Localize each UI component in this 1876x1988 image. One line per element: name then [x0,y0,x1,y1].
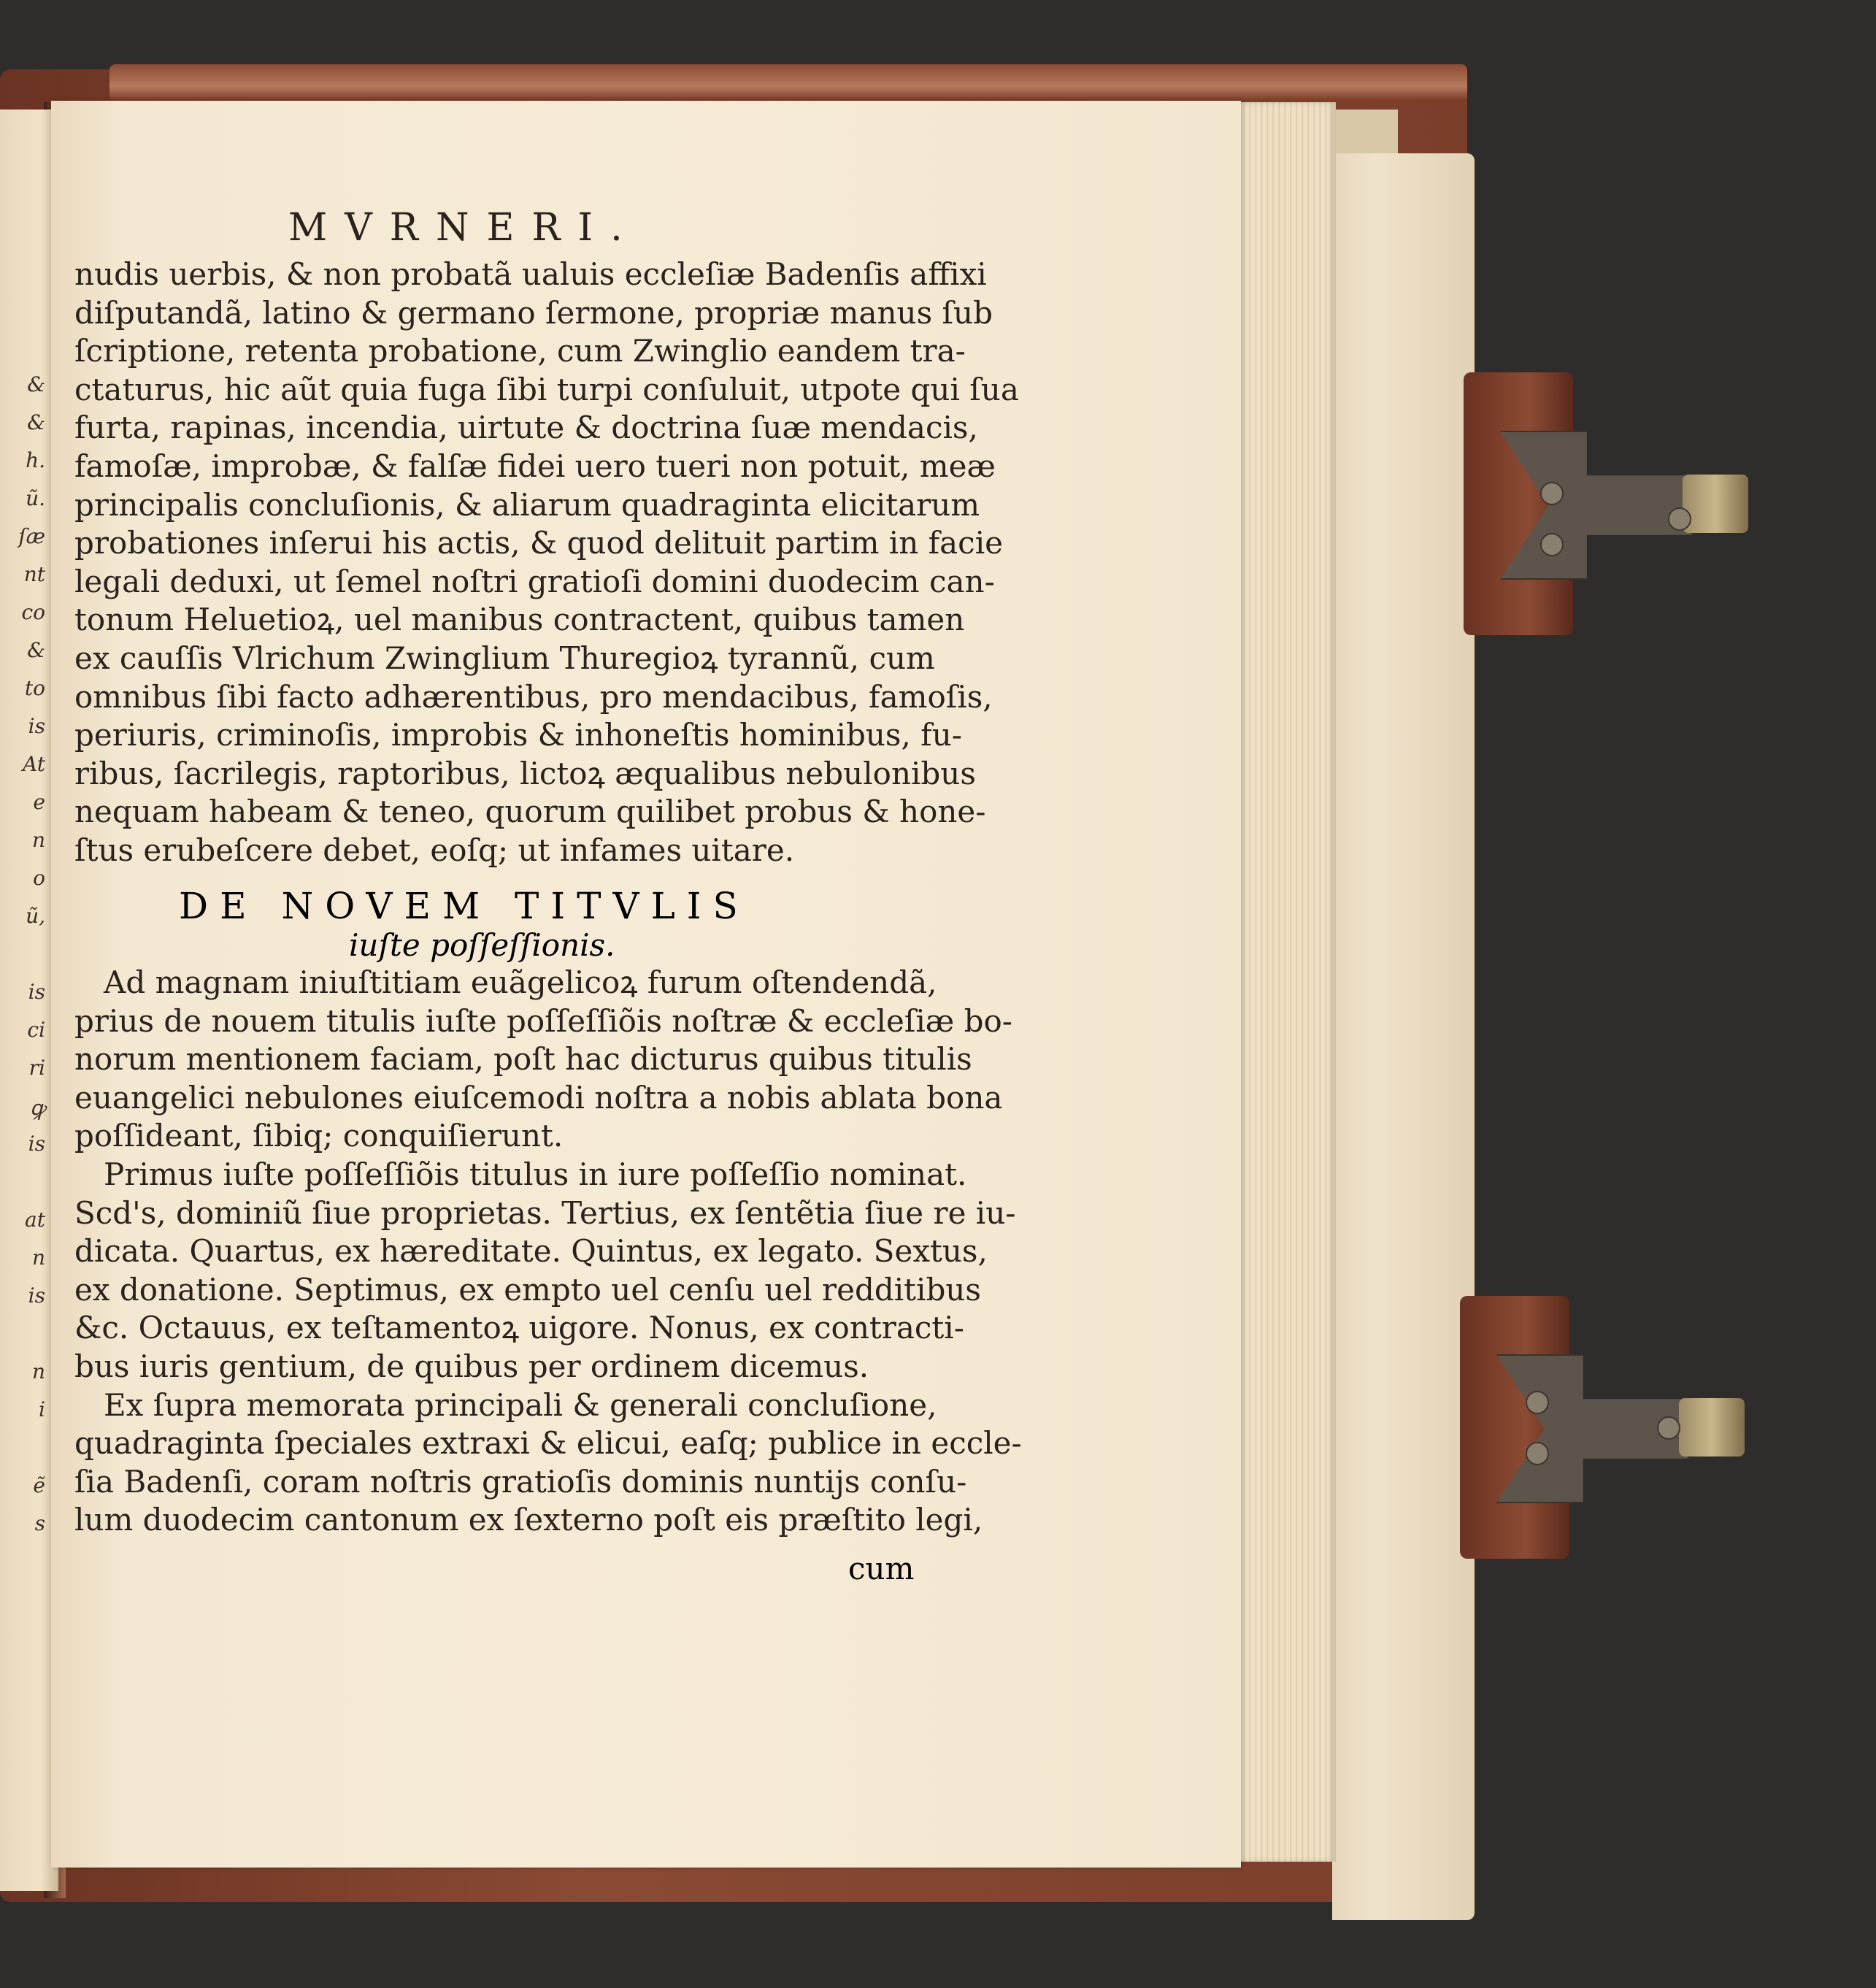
fragment-text: n [31,828,45,852]
text-line: ſtus erubeſcere debet, eoſq; ut infames uitare. [74,832,795,868]
fragment-text: s [34,1511,45,1535]
fragment-text [0,1435,58,1473]
fragment-text: n [31,1359,45,1383]
fragment-text: co [21,600,45,624]
text-line: ex donatione. Septimus, ex empto uel cenſu uel redditibus [74,1271,981,1308]
fragment-text: & [27,410,45,434]
fragment-text: i [39,1397,45,1421]
text-line: poſſideant, ſibiq; conquiſierunt. [74,1118,564,1154]
previous-page-edge [0,110,58,1891]
text-line: nudis uerbis, & non probatã ualuis eccleſiæ Badenſis affixi [74,256,987,292]
text-line: bus iuris gentium, de quibus per ordinem dicemus. [74,1348,869,1384]
previous-page-text-fragments [0,372,58,1549]
section-heading: DE NOVEM TITVLIS [179,885,750,927]
text-line: ſia Badenſi, coram noſtris gratioſis dominis nuntijs conſu- [74,1463,967,1500]
fragment-text: & [27,372,45,396]
fragment-text [0,1321,58,1359]
text-line: Ad magnam iniuſtitiam euãgelicoꝝ furum oſtendendã, [104,964,937,1000]
rivet-icon [1540,533,1564,556]
clasp-hinge [1679,1398,1745,1457]
text-line: diſputandã, latino & germano ſermone, propriæ manus ſub [74,294,993,331]
page-stack-edge [1234,102,1336,1862]
text-line: Ex ſupra memorata principali & generali concluſione, [104,1386,937,1423]
fragment-text: ſæ [18,524,45,548]
fragment-text: n [31,1246,45,1270]
fragment-text: at [25,1208,45,1232]
running-head: MVRNERI. [288,206,640,250]
text-line: quadraginta ſpeciales extraxi & elicui, eaſq; publice in eccle- [74,1425,1022,1462]
text-line: Primus iuſte poſſeſſiõis titulus in iure poſſeſſio nominat. [104,1156,967,1192]
text-line: probationes inſerui his actis, & quod delituit partim in facie [74,525,1003,561]
fragment-text: ẽ [33,1473,45,1497]
text-line: nequam habeam & teneo, quorum quilibet probus & hone- [74,794,986,830]
text-line: famoſæ, improbæ, & falſæ fidei uero tueri non potuit, meæ [74,448,996,484]
fragment-text: & [27,638,45,662]
text-line: periuris, criminoſis, improbis & inhoneſtis hominibus, fu- [74,717,962,753]
text-line: prius de nouem titulis iuſte poſſeſſiõis noſtræ & eccleſiæ bo- [74,1002,1012,1039]
rivet-icon [1526,1391,1549,1414]
text-line: ex cauſſis Vlrichum Zwinglium Thuregioꝝ tyrannũ, cum [74,640,935,676]
catchword: cum [848,1551,915,1586]
text-line: lum duodecim cantonum ex ſexterno poſt eis præſtito legi, [74,1502,983,1538]
text-line: legali deduxi, ut ſemel noſtri gratioſi domini duodecim can- [74,563,995,599]
text-line: euangelici nebulones eiuſcemodi noſtra a nobis ablata bona [74,1079,1003,1116]
fragment-text: ci [27,1018,45,1042]
text-line: furta, rapinas, incendia, uirtute & doctrina ſuæ mendacis, [74,410,978,446]
fragment-text: nt [23,562,45,586]
fragment-text: ꝙ [29,1096,45,1120]
text-line: Scd's, dominiũ ſiue proprietas. Tertius, ex ſentẽtia ſiue re iu- [74,1194,1016,1231]
cover-top-edge [109,64,1467,101]
fragment-text: ri [28,1056,45,1080]
section-subheading: iuſte poſſeſſionis. [349,927,615,963]
clasp-hinge [1683,475,1748,533]
text-line: tonum Heluetioꝝ, uel manibus contractent, quibus tamen [74,602,965,638]
fragment-text: is [28,714,45,738]
text-line: dicata. Quartus, ex hæreditate. Quintus, ex legato. Sextus, [74,1233,988,1270]
fragment-text: is [28,980,45,1004]
text-line: ſcriptione, retenta probatione, cum Zwinglio eandem tra- [74,333,966,369]
fragment-text: o [33,866,45,890]
text-line: ribus, ſacrilegis, raptoribus, lictoꝝ æqualibus nebulonibus [74,755,976,791]
fragment-text: ũ. [26,486,45,510]
text-line: norum mentionem faciam, poſt hac dicturus quibus titulis [74,1041,972,1078]
text-line: ctaturus, hic aũt quia fuga ſibi turpi conſuluit, utpote qui ſua [74,371,1019,407]
fragment-text: At [23,752,45,776]
fragment-text: h. [26,448,45,472]
rivet-icon [1540,482,1564,505]
upper-clasp [1464,372,1756,635]
rivet-icon [1526,1442,1549,1465]
text-line: &c. Octauus, ex teſtamentoꝝ uigore. Nonus, ex contracti- [74,1310,964,1346]
fragment-text [0,942,58,980]
fragment-text: is [28,1132,45,1156]
text-line: omnibus ſibi facto adhærentibus, pro mendacibus, famoſis, [74,678,993,715]
lower-clasp [1460,1296,1752,1559]
endpaper [1332,153,1475,1920]
fragment-text: e [33,790,45,814]
fragment-text: to [24,676,45,700]
fragment-text: is [28,1283,45,1308]
fragment-text [0,1170,58,1208]
rivet-icon [1668,507,1691,531]
fragment-text: ũ, [26,904,45,928]
rivet-icon [1657,1416,1680,1440]
text-line: principalis concluſionis, & aliarum quadraginta elicitarum [74,486,980,523]
